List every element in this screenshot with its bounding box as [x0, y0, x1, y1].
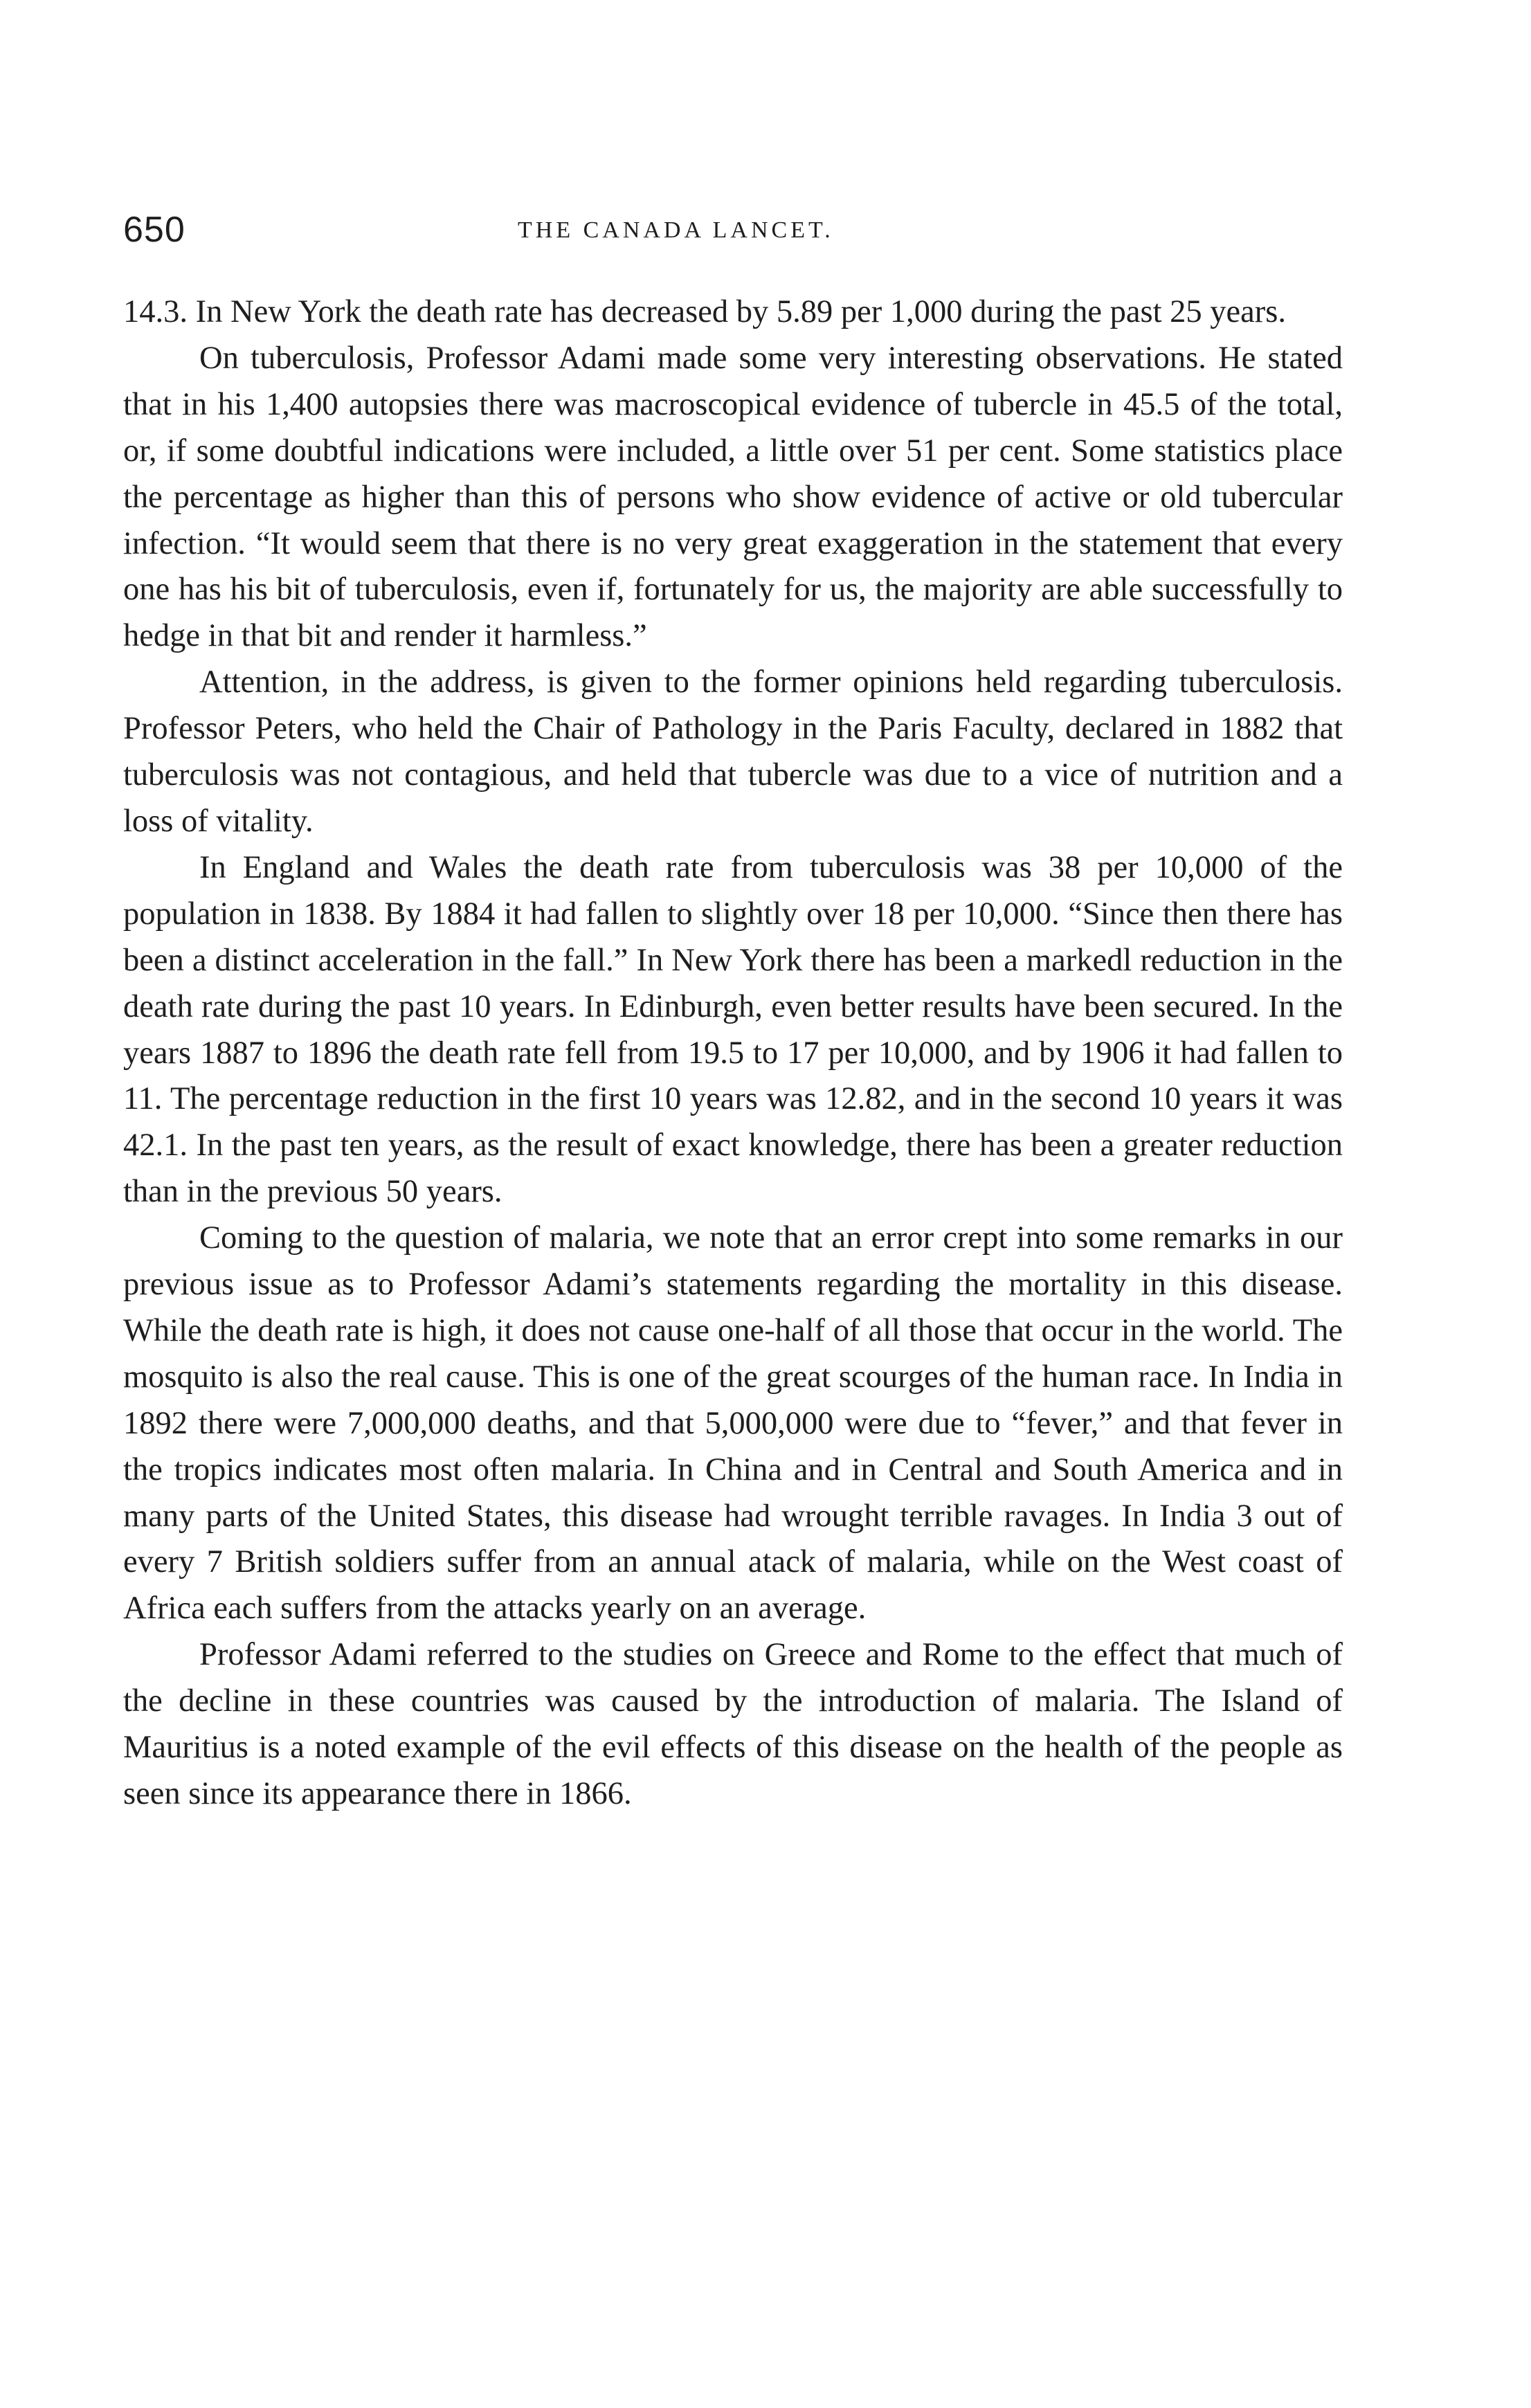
- paragraph-continued: 14.3. In New York the death rate has decreased by 5.89 per 1,000 during the past 25 years.: [123, 294, 1287, 329]
- page-number: 650: [123, 210, 185, 250]
- journal-title: THE CANADA LANCET.: [518, 217, 834, 243]
- running-head: [123, 209, 1343, 264]
- paragraph-malaria: Coming to the question of malaria, we note that an error crept into some remarks in our previous issue as to Professor Adami’s statements regarding the mortality in this disease. While the death rate is high, it does not cause one-half of all those that occur in the world. The mosquito is also the real cause. This is one of the great scourges of the human race. In India in 1892 there were 7,000,000 deaths, and that 5,000,000 were due to “fever,” and that fever in the tropics indicates most often malaria. In China and in Central and South America and in many parts of the United States, this disease had wrought terrible ravages. In India 3 out of every 7 British soldiers suffer from an annual atack of malaria, while on the West coast of Africa each suffers from the attacks yearly on an average.: [123, 1220, 1343, 1627]
- article-body: [123, 289, 1343, 1818]
- paragraph-death-rates: In England and Wales the death rate from tuberculosis was 38 per 10,000 of the population in 1838. By 1884 it had fallen to slightly over 18 per 10,000. “Since then there has been a distinct acceleration in the fall.” In New York there has been a markedl reduction in the death rate during the past 10 years. In Edinburgh, even better results have been secured. In the years 1887 to 1896 the death rate fell from 19.5 to 17 per 10,000, and by 1906 it had fallen to 11. The percentage reduction in the first 10 years was 12.82, and in the second 10 years it was 42.1. In the past ten years, as the result of exact knowledge, there has been a greater reduction than in the previous 50 years.: [123, 849, 1343, 1210]
- paragraph-tuberculosis-observations: On tuberculosis, Professor Adami made some very interesting observations. He stated that in his 1,400 autopsies there was macroscopical evidence of tubercle in 45.5 of the total, or, if some doubtful indications were included, a little over 51 per cent. Some statistics place the percentage as higher than this of persons who show evidence of active or old tubercular infection. “It would seem that there is no very great exaggeration in the statement that every one has his bit of tuberculosis, even if, fortunately for us, the majority are able successfully to hedge in that bit and render it harmless.”: [123, 340, 1343, 654]
- paragraph-former-opinions: Attention, in the address, is given to the former opinions held regarding tuberculosis. Professor Peters, who held the Chair of Pathology in the Paris Faculty, declared in 1882 that tuberculosis was not contagious, and held that tubercle was due to a vice of nutrition and a loss of vitality.: [123, 664, 1343, 839]
- book-page: [123, 0, 1343, 2408]
- paragraph-greece-rome: Professor Adami referred to the studies on Greece and Rome to the effect that much of the decline in these countries was caused by the introduction of malaria. The Island of Mauritius is a noted example of the evil effects of this disease on the health of the people as seen since its appearance there in 1866.: [123, 1637, 1343, 1811]
